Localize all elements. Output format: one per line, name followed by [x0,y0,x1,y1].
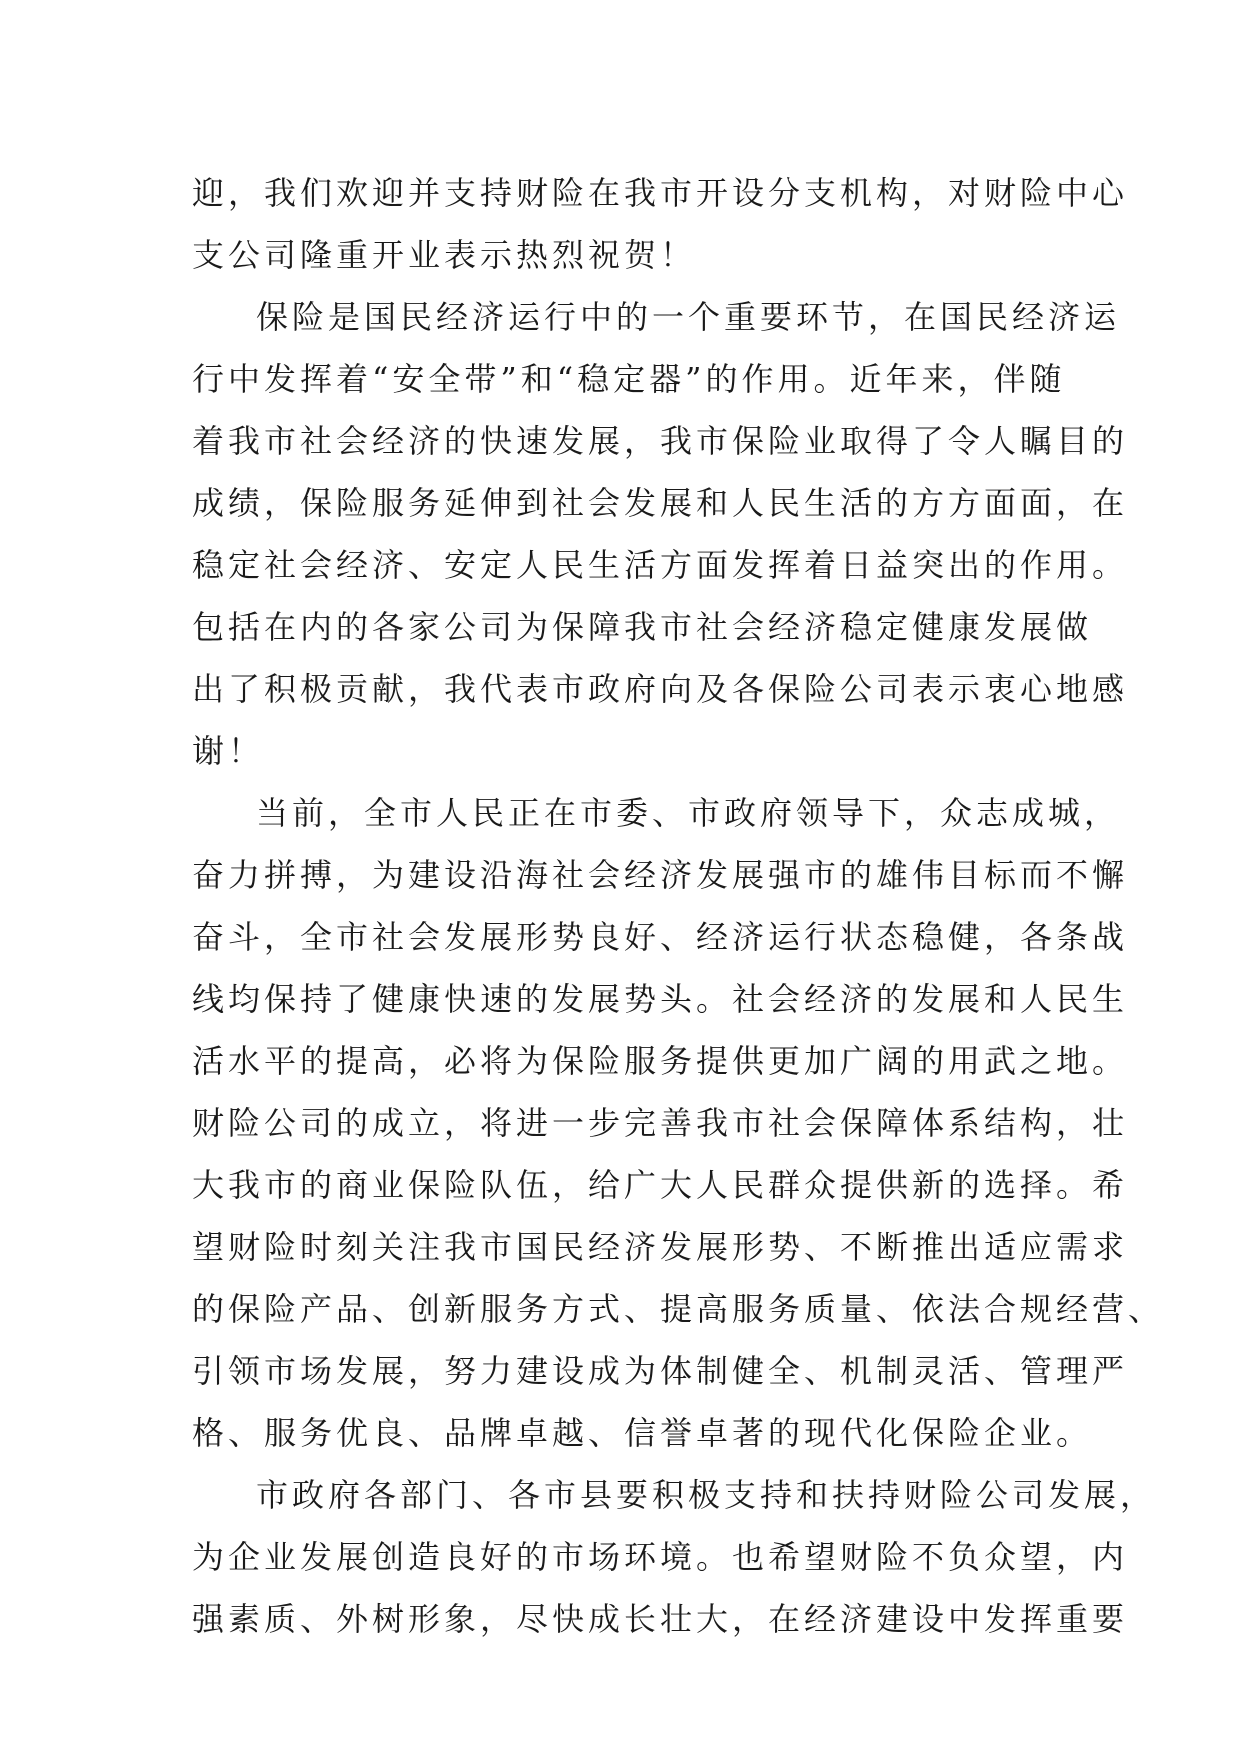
text-line: 成绩，保险服务延伸到社会发展和人民生活的方方面面，在 [192,484,1129,522]
text-line: 望财险时刻关注我市国民经济发展形势、不断推出适应需求 [192,1228,1129,1266]
text-line: 支公司隆重开业表示热烈祝贺！ [192,236,697,274]
text-line: 稳定社会经济、安定人民生活方面发挥着日益突出的作用。 [192,546,1129,584]
text-line: 奋力拼搏，为建设沿海社会经济发展强市的雄伟目标而不懈 [192,856,1129,894]
text-line: 为企业发展创造良好的市场环境。也希望财险不负众望，内 [192,1538,1129,1576]
body-text [192,162,1165,1650]
text-line: 强素质、外树形象，尽快成长壮大，在经济建设中发挥重要 [192,1600,1129,1638]
paragraph-start-line: 市政府各部门、各市县要积极支持和扶持财险公司发展， [256,1476,1157,1514]
text-line: 的保险产品、创新服务方式、提高服务质量、依法合规经营、 [192,1290,1165,1328]
paragraph-start-line: 当前，全市人民正在市委、市政府领导下，众志成城， [256,794,1121,832]
text-line: 包括在内的各家公司为保障我市社会经济稳定健康发展做 [192,608,1093,646]
text-line: 大我市的商业保险队伍，给广大人民群众提供新的选择。希 [192,1166,1129,1204]
text-line: 谢！ [192,732,265,770]
text-line: 出了积极贡献，我代表市政府向及各保险公司表示衷心地感 [192,670,1129,708]
text-line: 引领市场发展，努力建设成为体制健全、机制灵活、管理严 [192,1352,1129,1390]
text-line: 迎，我们欢迎并支持财险在我市开设分支机构，对财险中心 [192,174,1129,212]
text-line: 奋斗，全市社会发展形势良好、经济运行状态稳健，各条战 [192,918,1129,956]
text-line: 线均保持了健康快速的发展势头。社会经济的发展和人民生 [192,980,1129,1018]
text-line: 格、服务优良、品牌卓越、信誉卓著的现代化保险企业。 [192,1414,1093,1452]
text-line: 着我市社会经济的快速发展，我市保险业取得了令人瞩目的 [192,422,1129,460]
text-line: 活水平的提高，必将为保险服务提供更加广阔的用武之地。 [192,1042,1129,1080]
paragraph-start-line: 保险是国民经济运行中的一个重要环节，在国民经济运 [256,298,1121,336]
text-line: 行中发挥着“安全带”和“稳定器”的作用。近年来，伴随 [192,360,1066,398]
text-line: 财险公司的成立，将进一步完善我市社会保障体系结构，壮 [192,1104,1129,1142]
